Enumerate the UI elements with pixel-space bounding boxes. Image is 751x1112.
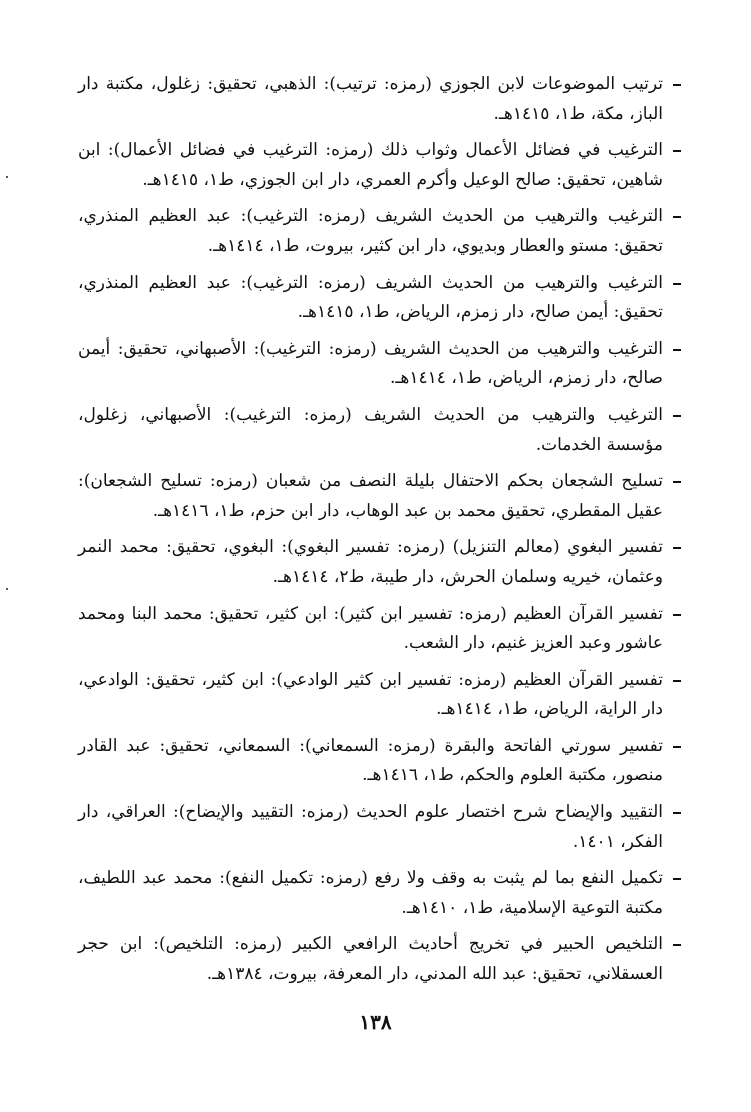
bibliography-entry (78, 335, 663, 394)
entry-text: الترغيب والترهيب من الحديث الشريف (رمزه: الترغيب): الأصبهاني، تحقيق: أيمن صالح، دار زمزم، الرياض، ط١، ١٤١٤هـ. (78, 338, 663, 389)
entry-dash-marker (673, 283, 681, 285)
bibliography-list (78, 70, 663, 997)
entry-text: التقييد والإيضاح شرح اختصار علوم الحديث (رمزه: التقييد والإيضاح): العراقي، دار الفكر، ١٤٠١. (78, 802, 663, 852)
entry-text: الترغيب والترهيب من الحديث الشريف (رمزه: الترغيب): الأصبهاني، زغلول، مؤسسة الخدمات. (78, 404, 663, 455)
entry-text: التلخيص الحبير في تخريج أحاديث الرافعي الكبير (رمزه: التلخيص): ابن حجر العسقلاني، تحقيق: عبد الله المدني، دار المعرفة، بيروت، ١٣٨٤هـ. (78, 934, 663, 985)
entry-dash-marker (673, 680, 681, 682)
entry-text: الترغيب في فضائل الأعمال وثواب ذلك (رمزه: الترغيب في فضائل الأعمال): ابن شاهين، تحقيق: صالح الوعيل وأكرم العمري، دار ابن الجوزي، ط١، ١٤١٥هـ. (78, 140, 663, 190)
entry-dash-marker (673, 944, 681, 946)
entry-dash-marker (673, 216, 681, 218)
entry-dash-marker (673, 547, 681, 549)
margin-speck-left-bottom (6, 588, 8, 590)
entry-dash-marker (673, 812, 681, 814)
entry-dash-marker (673, 415, 681, 417)
bibliography-entry (78, 401, 663, 460)
bibliography-entry (78, 533, 663, 592)
bibliography-entry (78, 136, 663, 195)
entry-dash-marker (673, 614, 681, 616)
bibliography-entry (78, 666, 663, 725)
entry-text: تفسير القرآن العظيم (رمزه: تفسير ابن كثير): ابن كثير، تحقيق: محمد البنا ومحمد عاشور وعبد العزيز غنيم، دار الشعب. (78, 603, 663, 654)
entry-dash-marker (673, 349, 681, 351)
bibliography-entry (78, 864, 663, 923)
bibliography-entry (78, 70, 663, 129)
entry-text: تفسير القرآن العظيم (رمزه: تفسير ابن كثير الوادعي): ابن كثير، تحقيق: الوادعي، دار الراية، الرياض، ط١، ١٤١٤هـ. (78, 669, 663, 720)
entry-dash-marker (673, 84, 681, 86)
entry-text: تفسير البغوي (معالم التنزيل) (رمزه: تفسير البغوي): البغوي، تحقيق: محمد النمر وعثمان، خيريه وسلمان الحرش، دار طيبة، ط٢، ١٤١٤هـ. (78, 537, 663, 587)
bibliography-entry (78, 930, 663, 989)
entry-dash-marker (673, 481, 681, 483)
entry-dash-marker (673, 746, 681, 748)
margin-speck-left-top (6, 176, 8, 178)
bibliography-entry (78, 798, 663, 857)
entry-text: تسليح الشجعان بحكم الاحتفال بليلة النصف من شعبان (رمزه: تسليح الشجعان): عقيل المقطري، تحقيق محمد بن عبد الوهاب، دار ابن حزم، ط١، ١٤١٦هـ. (78, 471, 663, 521)
bibliography-entry (78, 467, 663, 526)
entry-text: الترغيب والترهيب من الحديث الشريف (رمزه: الترغيب): عبد العظيم المنذري، تحقيق: أيمن صالح، دار زمزم، الرياض، ط١، ١٤١٥هـ. (78, 272, 663, 323)
entry-dash-marker (673, 878, 681, 880)
bibliography-entry (78, 732, 663, 791)
bibliography-entry (78, 269, 663, 328)
entry-dash-marker (673, 150, 681, 152)
entry-text: الترغيب والترهيب من الحديث الشريف (رمزه: الترغيب): عبد العظيم المنذري، تحقيق: مستو والعطار وبديوي، دار ابن كثير، بيروت، ط١، ١٤١٤هـ. (78, 206, 663, 256)
entry-text: تفسير سورتي الفاتحة والبقرة (رمزه: السمعاني): السمعاني، تحقيق: عبد القادر منصور، مكتبة العلوم والحكم، ط١، ١٤١٦هـ. (78, 735, 663, 786)
bibliography-entry (78, 600, 663, 659)
page-number: ١٣٨ (359, 1010, 392, 1034)
entry-text: تكميل النفع بما لم يثبت به وقف ولا رفع (رمزه: تكميل النفع): محمد عبد اللطيف، مكتبة التوعية الإسلامية، ط١، ١٤١٠هـ. (78, 868, 663, 918)
bibliography-entry (78, 202, 663, 261)
entry-text: ترتيب الموضوعات لابن الجوزي (رمزه: ترتيب): الذهبي، تحقيق: زغلول، مكتبة دار الباز، مكة، ط١، ١٤١٥هـ. (78, 74, 663, 124)
